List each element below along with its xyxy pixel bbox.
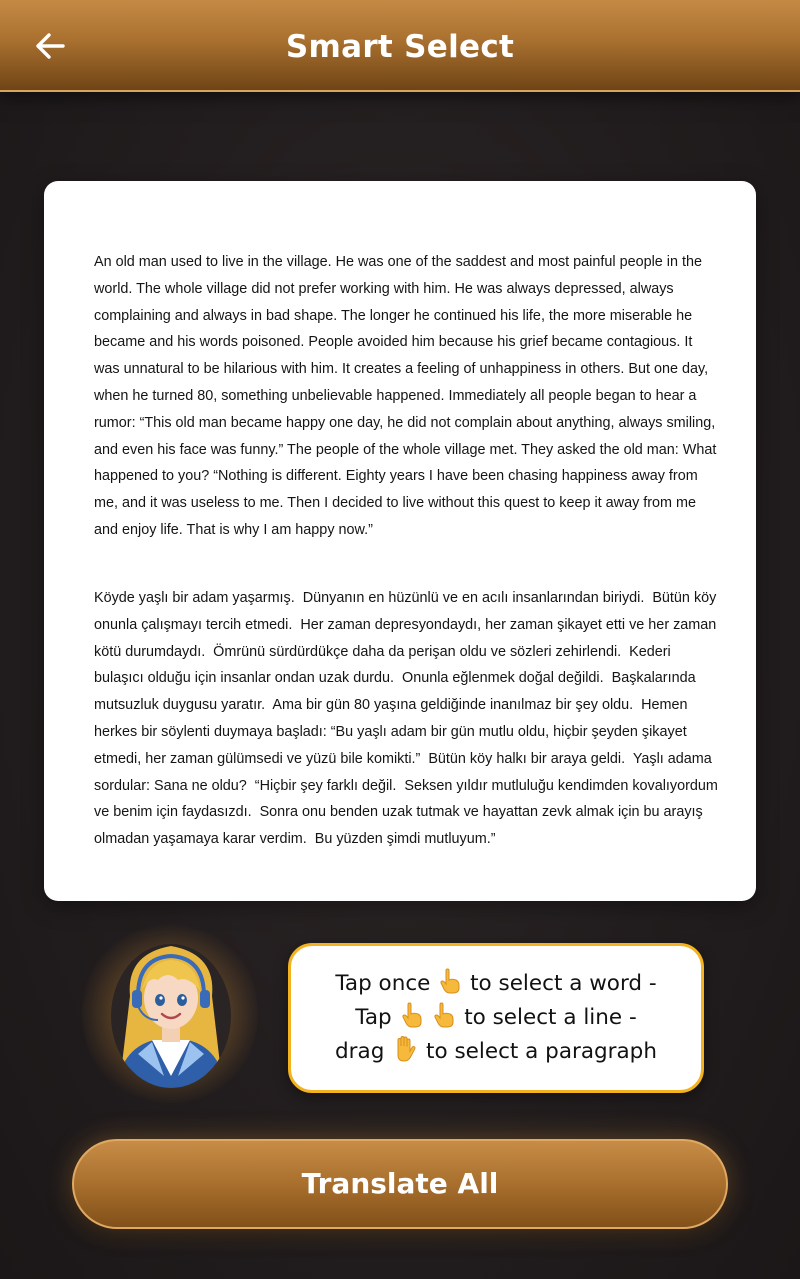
app-header <box>0 0 800 92</box>
raised-hand-icon <box>393 1035 417 1062</box>
translate-all-button[interactable]: Translate All <box>72 1139 728 1229</box>
english-paragraph[interactable]: An old man used to live in the village. He was one of the saddest and most painful people in the world. The whole village did not prefer working with him. He was always depressed, always complaining and always in bad shape. The longer he continued his life, the more miserable he became and his words poisoned. People avoided him because his grief became contagious. It was unnatural to be hilarious with him. It creates a feeling of unhappiness in others. But one day, when he turned 80, something unbelievable happened. Immediately all people began to hear a rumor: “This old man became happy one day, he did not complain about anything, always smiling, and even his face was funny.” The people of the whole village met. They asked the old man: What happened to you? “Nothing is different. Eighty years I have been chasing happiness away from me, and it was useless to me. Then I decided to live without this quest to keep it away from me and enjoy life. That is why I am happy now.” <box>94 254 717 538</box>
tip-line-1-end: to select a word - <box>470 971 657 996</box>
pointing-hand-icon <box>439 968 461 994</box>
tip-line-2-start: Tap <box>355 1005 392 1030</box>
assistant-avatar-icon <box>108 936 234 1088</box>
text-card[interactable] <box>44 181 756 901</box>
tip-line-3-start: drag <box>335 1039 385 1064</box>
tip-line-2-end: to select a line - <box>464 1005 637 1030</box>
pointing-hand-icon <box>433 1002 455 1028</box>
turkish-paragraph[interactable]: Köyde yaşlı bir adam yaşarmış. Dünyanın en hüzünlü ve en acılı insanlarından biriydi. Bütün köy onunla çalışmayı tercih etmedi. Her zaman depresyondaydı, her zaman şikayet etti ve her zaman kötü durumdaydı. Ömrünü sürdürdükçe daha da perişan oldu ve sözleri zehirlendi. Kederi bulaşıcı olduğu için insanlar ondan uzak durdu. Onunla eğlenmek doğal değildi. Başkalarında mutsuzluk duygusu yaratır. Ama bir gün 80 yaşına geldiğinde inanılmaz bir şey oldu. Hemen herkes bir söylenti duymaya başladı: “Bu yaşlı adam bir gün mutlu oldu, hiçbir şeyden şikayet etmedi, her zaman gülümsedi ve yüzü bile komikti.” Bütün köy halkı bir araya geldi. Yaşlı adama sordular: Sana ne oldu? “Hiçbir şey farklı değil. Seksen yıldır mutluluğu kendimden kovalıyordum ve benim için faydasızdı. Sonra onu benden uzak tutmak ve hayattan zevk almak için bu arayış olmadan yaşamaya karar verdim. Bu yüzden şimdi mutluyum.” <box>94 590 722 848</box>
pointing-hand-icon <box>401 1002 423 1028</box>
tip-line-3 <box>335 1035 657 1069</box>
instruction-bubble <box>288 943 704 1093</box>
tip-line-1 <box>335 967 656 1001</box>
tip-line-1-start: Tap once <box>335 971 431 996</box>
page-title: Smart Select <box>285 29 515 65</box>
tip-line-3-end: to select a paragraph <box>426 1039 657 1064</box>
tip-line-2 <box>355 1001 636 1035</box>
